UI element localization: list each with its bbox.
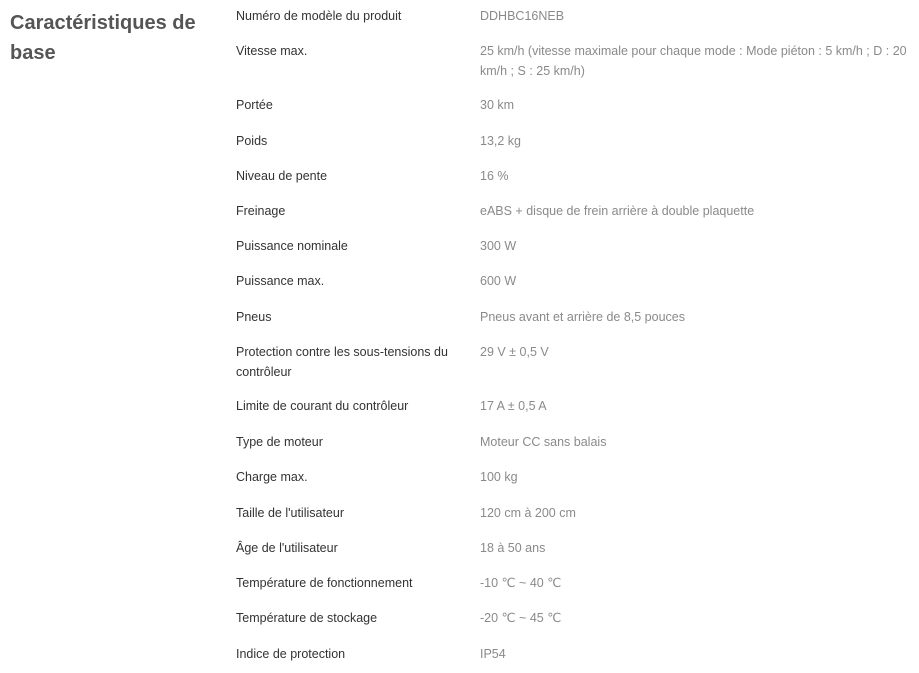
spec-row-user-height [236,503,919,523]
spec-row-motor-type [236,432,919,452]
spec-label: Niveau de pente [236,169,328,183]
spec-label: Puissance max. [236,274,325,288]
spec-label: Pneus [236,310,272,324]
spec-value: 300 W [480,239,517,253]
spec-label: Charge max. [236,470,308,484]
spec-value: 25 km/h (vitesse maximale pour chaque mode : Mode piéton : 5 km/h ; D : 20 km/h ; S : 25 km/h) [480,44,907,78]
spec-label: Numéro de modèle du produit [236,9,402,23]
spec-value: eABS + disque de frein arrière à double plaquette [480,204,755,218]
spec-row-max-power [236,271,919,291]
spec-value: 13,2 kg [480,134,522,148]
spec-label: Âge de l'utilisateur [236,541,338,555]
spec-value: -20 ℃ ~ 45 ℃ [480,611,562,625]
spec-value: 30 km [480,98,515,112]
spec-label: Poids [236,134,268,148]
spec-value: 17 A ± 0,5 A [480,399,547,413]
spec-value: DDHBC16NEB [480,9,565,23]
spec-row-model-number [236,6,919,26]
spec-value: -10 ℃ ~ 40 ℃ [480,576,562,590]
spec-label: Freinage [236,204,286,218]
spec-row-user-age [236,538,919,558]
spec-row-protection-rating [236,644,919,664]
spec-label: Type de moteur [236,435,323,449]
spec-label: Indice de protection [236,647,346,661]
spec-row-tires [236,307,919,327]
spec-value: 18 à 50 ans [480,541,546,555]
spec-row-max-speed [236,41,919,81]
spec-row-braking [236,201,919,221]
spec-row-weight [236,131,919,151]
spec-value: 29 V ± 0,5 V [480,345,549,359]
spec-label: Température de stockage [236,611,378,625]
spec-label: Portée [236,98,273,112]
spec-value: Moteur CC sans balais [480,435,607,449]
spec-value: 120 cm à 200 cm [480,506,576,520]
spec-row-undervoltage-protection [236,342,919,382]
spec-value: 600 W [480,274,517,288]
spec-value: Pneus avant et arrière de 8,5 pouces [480,310,685,324]
spec-label: Taille de l'utilisateur [236,506,344,520]
spec-row-slope [236,166,919,186]
spec-row-operating-temperature [236,573,919,593]
spec-row-current-limit [236,396,919,416]
spec-label: Température de fonctionnement [236,576,413,590]
section-title: Caractéristiques de base [10,12,196,64]
spec-row-range [236,95,919,115]
spec-row-max-load [236,467,919,487]
spec-label: Vitesse max. [236,44,308,58]
spec-label: Puissance nominale [236,239,348,253]
spec-value: 100 kg [480,470,518,484]
spec-row-storage-temperature [236,608,919,628]
spec-label: Limite de courant du contrôleur [236,399,409,413]
spec-row-rated-power [236,236,919,256]
spec-value: IP54 [480,647,506,661]
spec-label: Protection contre les sous-tensions du contrôleur [236,345,448,379]
spec-value: 16 % [480,169,509,183]
